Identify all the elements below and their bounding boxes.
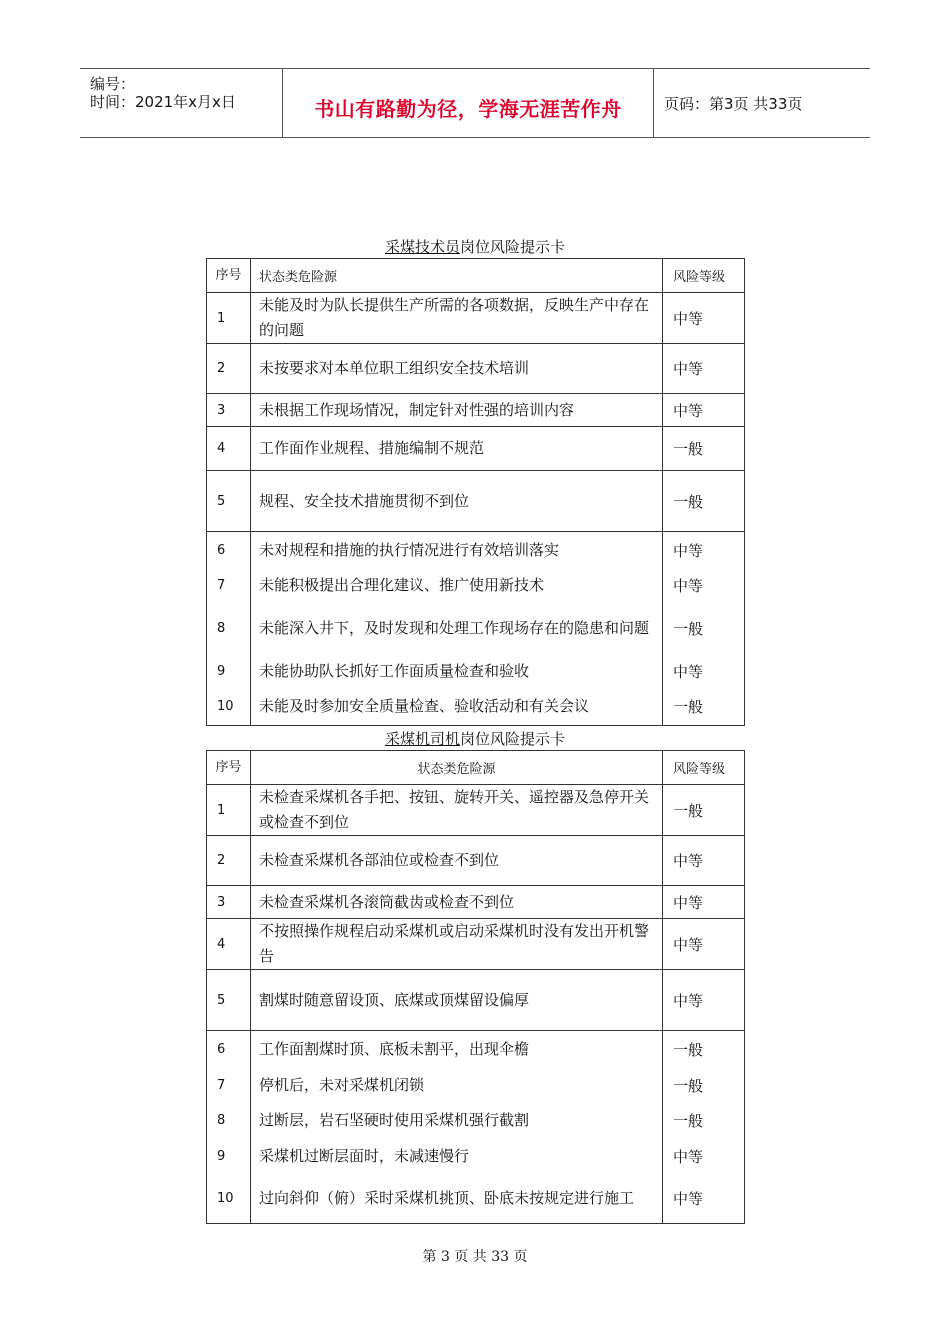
row-level: 一般 <box>663 427 745 471</box>
row-no: 9 <box>207 1139 251 1174</box>
header-level: 风险等级 <box>663 751 745 785</box>
table-row <box>207 785 745 836</box>
table-row <box>207 689 745 726</box>
header-page-info: 页码：第3页 共33页 <box>664 95 803 113</box>
card2-title-rest: 岗位风险提示卡 <box>460 730 566 748</box>
row-source: 停机后，未对采煤机闭锁 <box>251 1068 663 1103</box>
row-no: 1 <box>207 785 251 836</box>
row-level: 中等 <box>663 970 745 1031</box>
row-no: 8 <box>207 603 251 655</box>
table-row <box>207 1068 745 1103</box>
row-source: 规程、安全技术措施贯彻不到位 <box>251 471 663 532</box>
row-no: 6 <box>207 532 251 569</box>
card2-title <box>206 728 744 749</box>
card2-title-role: 采煤机司机 <box>384 730 460 748</box>
row-source: 未按要求对本单位职工组织安全技术培训 <box>251 344 663 394</box>
row-level: 一般 <box>663 1103 745 1139</box>
row-no: 10 <box>207 1174 251 1224</box>
row-no: 10 <box>207 689 251 726</box>
row-no: 6 <box>207 1031 251 1068</box>
row-no: 7 <box>207 569 251 603</box>
row-no: 2 <box>207 344 251 394</box>
card1-title-rest: 岗位风险提示卡 <box>460 238 566 256</box>
page-footer: 第 3 页 共 33 页 <box>422 1249 528 1265</box>
table-row <box>207 886 745 919</box>
header-no: 序号 <box>207 751 251 785</box>
row-level: 一般 <box>663 471 745 532</box>
table-row <box>207 344 745 394</box>
table-row <box>207 1031 745 1068</box>
row-source: 未能协助队长抓好工作面质量检查和验收 <box>251 655 663 689</box>
card1-title-role: 采煤技术员 <box>384 238 460 256</box>
card2-risk-table <box>206 750 745 1224</box>
row-level: 中等 <box>663 344 745 394</box>
row-source: 过断层，岩石坚硬时使用采煤机强行截割 <box>251 1103 663 1139</box>
row-source: 未检查采煤机各滚筒截齿或检查不到位 <box>251 886 663 919</box>
row-no: 4 <box>207 919 251 970</box>
row-level: 中等 <box>663 655 745 689</box>
row-source: 采煤机过断层面时，未减速慢行 <box>251 1139 663 1174</box>
table-row <box>207 293 745 344</box>
card1-title <box>206 236 744 257</box>
header-source: 状态类危险源 <box>251 751 663 785</box>
header-motto: 书山有路勤为径，学海无涯苦作舟 <box>314 97 622 121</box>
table-row <box>207 1174 745 1224</box>
row-level: 中等 <box>663 886 745 919</box>
table-row <box>207 919 745 970</box>
row-source: 割煤时随意留设顶、底煤或顶煤留设偏厚 <box>251 970 663 1031</box>
table-row <box>207 569 745 603</box>
row-no: 5 <box>207 970 251 1031</box>
row-no: 2 <box>207 836 251 886</box>
table-row <box>207 603 745 655</box>
header-level: 风险等级 <box>663 259 745 293</box>
table-row <box>207 1103 745 1139</box>
document-number-label: 编号： <box>90 75 136 93</box>
table-row <box>207 471 745 532</box>
row-level: 中等 <box>663 1139 745 1174</box>
row-no: 3 <box>207 394 251 427</box>
row-source: 工作面作业规程、措施编制不规范 <box>251 427 663 471</box>
row-level: 一般 <box>663 785 745 836</box>
row-level: 一般 <box>663 603 745 655</box>
row-source: 未检查采煤机各部油位或检查不到位 <box>251 836 663 886</box>
row-no: 4 <box>207 427 251 471</box>
row-source: 工作面割煤时顶、底板未割平，出现伞檐 <box>251 1031 663 1068</box>
header-no: 序号 <box>207 259 251 293</box>
row-source: 未根据工作现场情况，制定针对性强的培训内容 <box>251 394 663 427</box>
row-level: 中等 <box>663 919 745 970</box>
row-source: 未能积极提出合理化建议、推广使用新技术 <box>251 569 663 603</box>
row-no: 7 <box>207 1068 251 1103</box>
row-no: 1 <box>207 293 251 344</box>
row-level: 一般 <box>663 689 745 726</box>
row-level: 中等 <box>663 293 745 344</box>
table-row <box>207 532 745 569</box>
header-motto-cell <box>282 69 654 137</box>
row-source: 未能及时为队长提供生产所需的各项数据，反映生产中存在的问题 <box>251 293 663 344</box>
row-source: 不按照操作规程启动采煤机或启动采煤机时没有发出开机警告 <box>251 919 663 970</box>
row-level: 中等 <box>663 394 745 427</box>
row-source: 过向斜仰（俯）采时采煤机挑顶、卧底未按规定进行施工 <box>251 1174 663 1224</box>
row-source: 未检查采煤机各手把、按钮、旋转开关、遥控器及急停开关或检查不到位 <box>251 785 663 836</box>
header-source: 状态类危险源 <box>251 259 663 293</box>
row-no: 5 <box>207 471 251 532</box>
header-meta-cell <box>80 69 282 137</box>
row-level: 中等 <box>663 836 745 886</box>
table-header-row <box>207 259 745 293</box>
table-row <box>207 970 745 1031</box>
table-row <box>207 427 745 471</box>
row-source: 未能及时参加安全质量检查、验收活动和有关会议 <box>251 689 663 726</box>
row-level: 一般 <box>663 1031 745 1068</box>
card1-risk-table <box>206 258 745 726</box>
table-row <box>207 836 745 886</box>
row-source: 未能深入井下，及时发现和处理工作现场存在的隐患和问题 <box>251 603 663 655</box>
row-level: 中等 <box>663 1174 745 1224</box>
row-source: 未对规程和措施的执行情况进行有效培训落实 <box>251 532 663 569</box>
header-page-cell <box>652 69 870 137</box>
row-level: 一般 <box>663 1068 745 1103</box>
document-time-label: 时间：2021年x月x日 <box>90 93 236 111</box>
table-row <box>207 394 745 427</box>
table-header-row <box>207 751 745 785</box>
table-row <box>207 1139 745 1174</box>
page-header <box>80 68 870 138</box>
row-no: 3 <box>207 886 251 919</box>
table-row <box>207 655 745 689</box>
row-level: 中等 <box>663 569 745 603</box>
row-no: 8 <box>207 1103 251 1139</box>
row-no: 9 <box>207 655 251 689</box>
row-level: 中等 <box>663 532 745 569</box>
